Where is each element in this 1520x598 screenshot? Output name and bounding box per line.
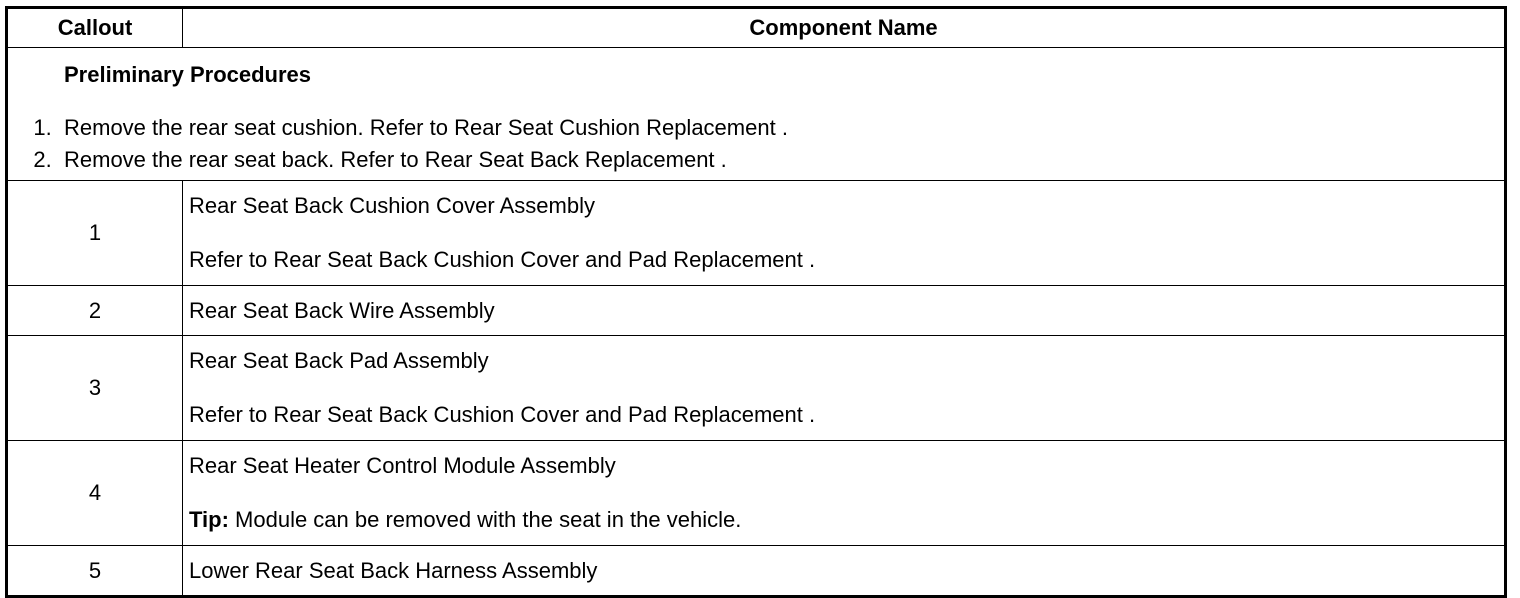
table-row (7, 286, 1506, 336)
component-cell (183, 546, 1506, 597)
component-name: Rear Seat Heater Control Module Assembly (189, 453, 616, 478)
header-callout: Callout (7, 8, 183, 48)
step-text: Remove the rear seat cushion. Refer to Rear Seat Cushion Replacement . (64, 115, 788, 140)
header-component-name: Component Name (183, 8, 1506, 48)
preliminary-step (8, 112, 1504, 144)
callout-number: 1 (7, 181, 183, 286)
component-name: Rear Seat Back Cushion Cover Assembly (189, 193, 595, 218)
component-cell (183, 181, 1506, 286)
component-cell (183, 286, 1506, 336)
step-text: Remove the rear seat back. Refer to Rear Seat Back Replacement . (64, 147, 727, 172)
step-number: 2 . (8, 144, 64, 176)
callout-number: 2 (7, 286, 183, 336)
component-name: Rear Seat Back Pad Assembly (189, 348, 489, 373)
table-row (7, 441, 1506, 546)
component-name: Rear Seat Back Wire Assembly (189, 297, 495, 323)
table-row (7, 546, 1506, 597)
component-cell (183, 336, 1506, 441)
callout-number: 4 (7, 441, 183, 546)
callout-number: 3 (7, 336, 183, 441)
component-table (5, 6, 1507, 598)
component-note: Refer to Rear Seat Back Cushion Cover and Pad Replacement . (189, 402, 816, 427)
component-note: Refer to Rear Seat Back Cushion Cover and Pad Replacement . (189, 247, 816, 272)
component-name: Lower Rear Seat Back Harness Assembly (189, 557, 598, 583)
step-number: 1 . (8, 112, 64, 144)
preliminary-step (8, 144, 1504, 176)
preliminary-cell (7, 48, 1506, 181)
preliminary-title: Preliminary Procedures (64, 62, 312, 87)
tip-text: Module can be removed with the seat in the vehicle. (228, 507, 742, 532)
component-tip (189, 504, 1504, 536)
header-row (7, 8, 1506, 48)
table-row (7, 336, 1506, 441)
preliminary-row (7, 48, 1506, 181)
tip-label: Tip: (189, 507, 229, 532)
component-cell (183, 441, 1506, 546)
preliminary-steps (8, 112, 1504, 176)
callout-number: 5 (7, 546, 183, 597)
table-row (7, 181, 1506, 286)
